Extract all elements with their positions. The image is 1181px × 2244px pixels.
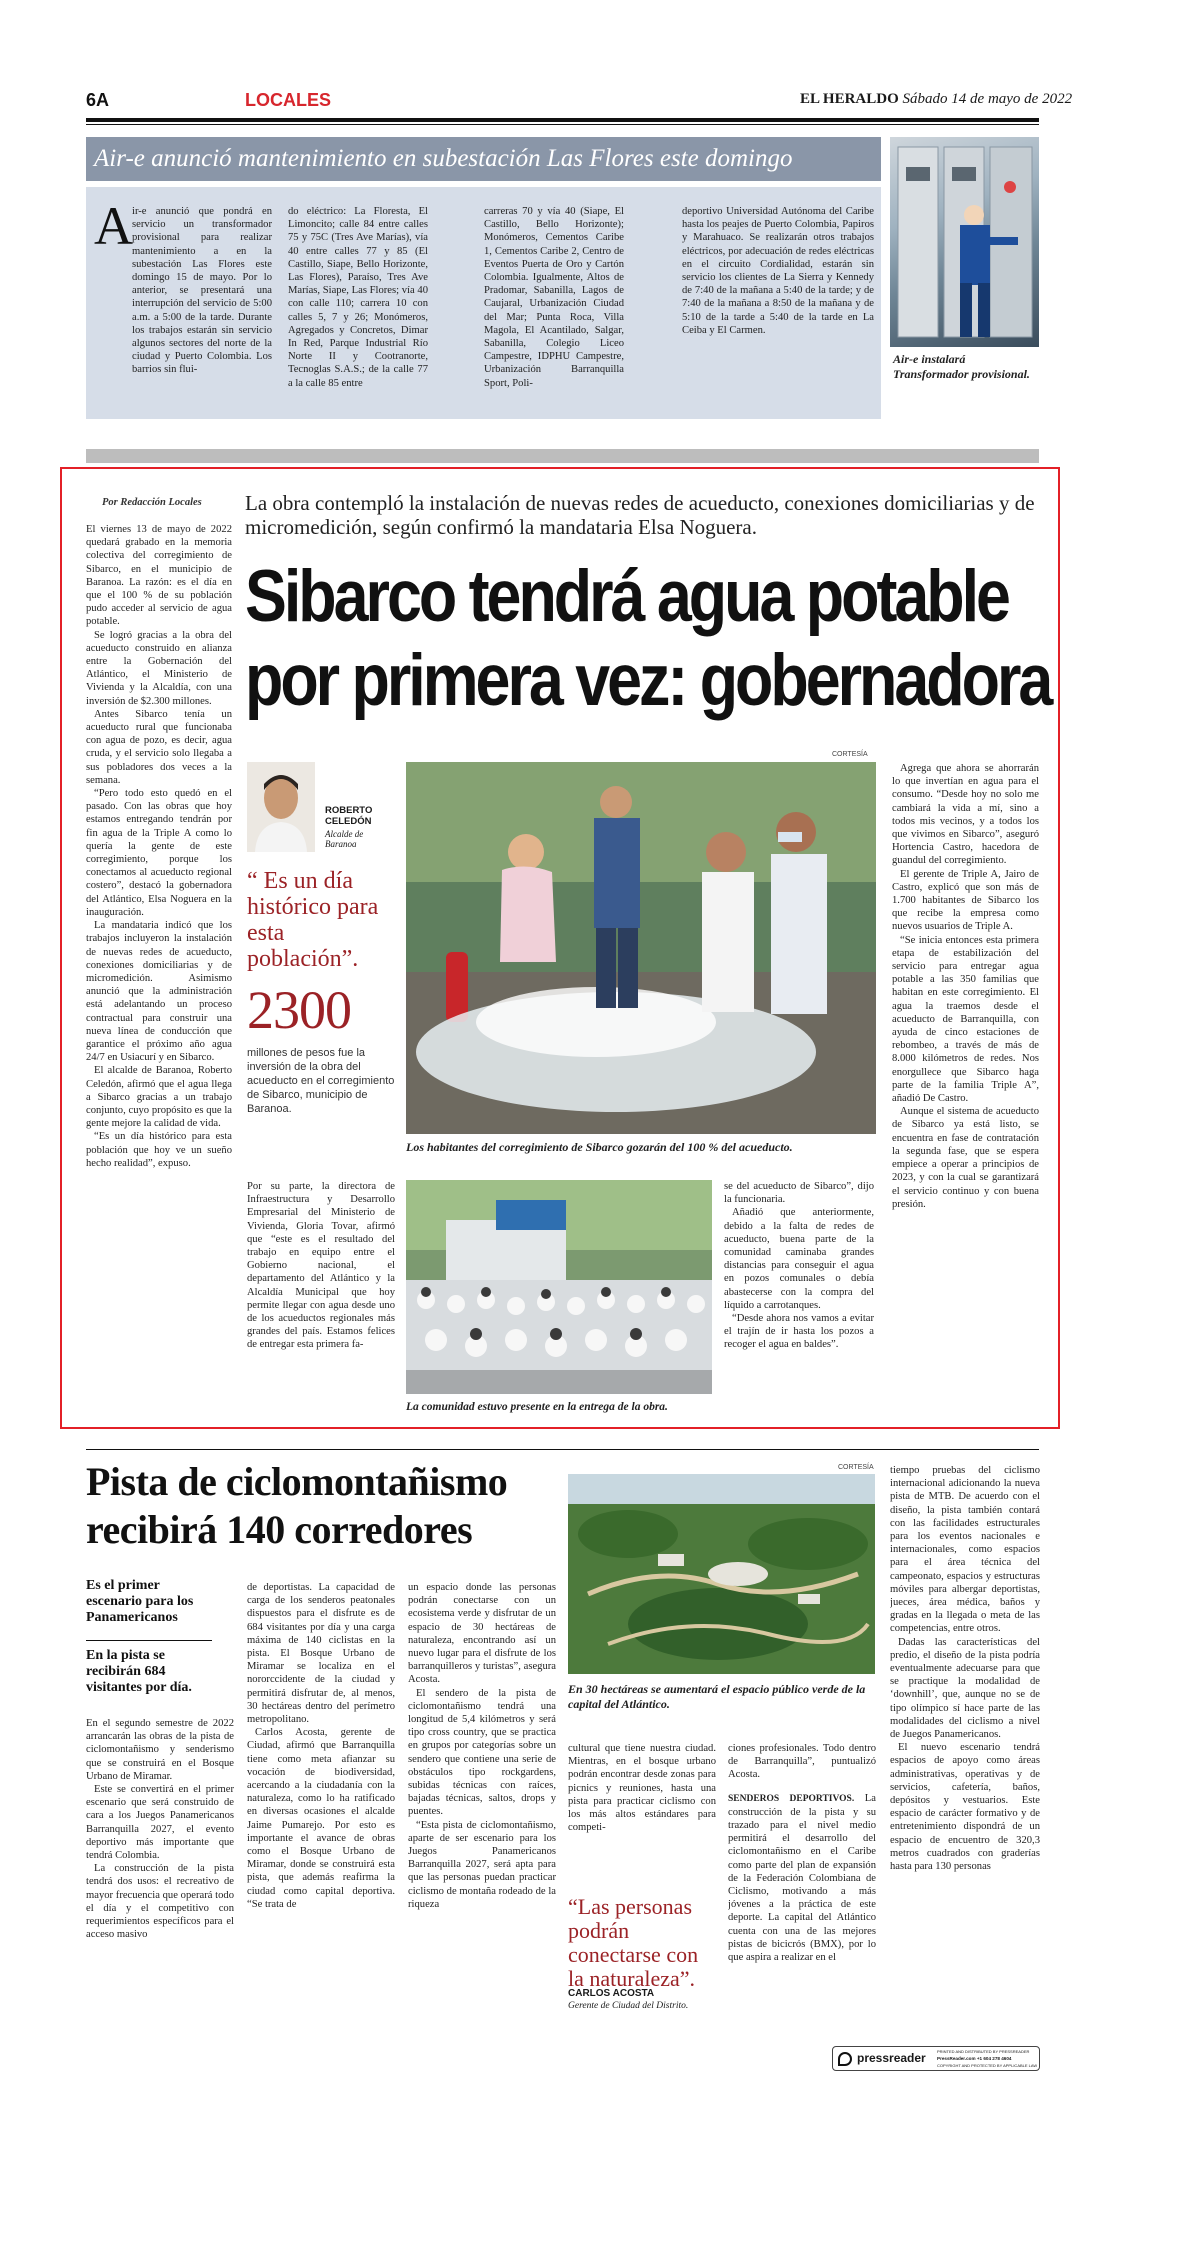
bottom-col-1 [86,1717,234,2017]
paragraph: ciones profesionales. Todo dentro de Barranquilla”, puntualizó Acosta. [728,1743,876,1781]
photo-credit: CORTESÍA [832,751,868,758]
paragraph: El viernes 13 de mayo de 2022 quedará grabado en la memoria colectiva del corregimiento de Sibarco, en el municipio de Baranoa. La razón: es el día en que el 100 % de su población pudo acceder al servicio de agua potable. [86,524,232,628]
drop-cap: A [94,196,133,256]
fine-print-2: PressReader.com +1 604 278 4604 [937,2056,1012,2061]
paragraph: “Se inicia entonces esta primera etapa de estabilización del servicio para entregar agua potable a las 350 familias que habitan en este corregimiento. El agua la traemos desde el acueducto de Barranquilla, con ayuda de cinco estaciones de rebombeo, a través de más de 8.000 kilómetros de redes. Nos enorgullece que Sibarco haga parte de la familia Triple A”, añadió De Castro. [892,934,1039,1105]
paragraph: Agrega que ahora se ahorrarán lo que invertían en agua para el consumo. “Desde hoy no solo me cambiará la vida a mí, sino a todos mis vecinos, y a todos los que vivimos en Sibarco”, aseguró Hortencia Castro, hacedora de guandul del corregimiento. [892,763,1039,867]
byline: Por Redacción Locales [102,497,202,508]
main-right-column [892,762,1039,1422]
subhead-senderos: SENDEROS DEPORTIVOS. [728,1793,855,1804]
bottom-col-3 [408,1581,556,2017]
story-deck: La obra contempló la instalación de nuevas redes de acueducto, conexiones domiciliarias y de micromedición, según confirmó la mandataria Elsa Noguera. [245,491,1035,539]
aerial-caption: En 30 hectáreas se aumentará el espacio público verde de la capital del Atlántico. [568,1682,866,1711]
main-col-after-crowd [724,1180,874,1418]
crowd-caption: La comunidad estuvo presente en la entrega de la obra. [406,1401,668,1413]
paragraph: En el segundo semestre de 2022 arrancarán las obras de la pista de ciclomontañismo y senderismo que se construirá en el Bosque Urbano de Miramar. [86,1718,234,1782]
big-number: 2300 [247,980,351,1040]
paragraph [728,1792,876,1965]
main-left-column [86,523,232,1421]
sidehead-2: En la pista se recibirán 684 visitantes por día. [86,1648,192,1695]
page-number: 6A [86,90,110,110]
paragraph: Se logró gracias a la obra del acueducto construido en alianza entre la Gobernación del Atlántico, el Ministerio de Vivienda y la Alcaldía, con una inversión de $2.300 millones. [86,629,232,707]
quote-role: Gerente de Ciudad del Distrito. [568,2001,689,2011]
paragraph: Carlos Acosta, gerente de Ciudad, afirmó que Barranquilla tiene como meta afianzar su vocación de biodiversidad, acercando a la ciudadanía con la naturaleza, como lo ha ratificado en diversas ocasiones el alcalde Jaime Pumarejo. Por esto es importante el avance de obras como el Bosque Urbano de Miramar, donde se construirá esta pista, que además reafirma la ciudad como capital deportiva. “Se trata de [247,1727,395,1910]
paragraph-text: La construcción de la pista y su trazado para el nivel medio permitirá el desarrollo del ciclomontañismo en el Caribe como parte del plan de expansión de la Federación Colombiana de Ciclismo, motivando a más jóvenes a la práctica de este deporte. La capital del Atlántico cuenta con una de las mejores pistas de bicicrós (BMX), por lo que aspira a realizar en el [728,1792,876,1964]
bottom-headline-line-1: Pista de ciclomontañismo [86,1459,508,1504]
paragraph: tiempo pruebas del ciclismo internacional adicionando la nueva pista de MTB. De acuerdo con el diseño, la pista también contará con las facilidades estructurales para los eventos nacionales e internacionales, como espacios para el área técnica del campeonato, espacios y estructuras móviles para albergar deportistas, jueces, área médica, baños y gradas en la llegada o meta de las competencias, entre otros. [890,1465,1040,1635]
section-rule [86,1449,1039,1450]
headline-line-1: Sibarco tendrá agua potable [245,556,1008,637]
top-story-box [86,187,881,419]
top-story-col-2: do eléctrico: La Floresta, El Limoncito; calle 84 entre calles 75 y 75C (Tres Ave Marías), vía 40 entre calles 77 y 85 (El Castillo, Siape, Bello Horizonte, Las Flores), Paraíso, Tres Ave Marías, Siape, Las Flores; vía 40 con calle 110; carrera 10 con calles 5, 7 y 26; Monómeros, Agregados y Concretos, Dimar In Red, Parque Industrial Río Norte II y Cootranorte, Tecnoglas S.A.S.; de la calle 77 a la calle 85 entre [288,206,428,389]
celedon-portrait [247,762,315,852]
headline-line-2: por primera vez: gobernadora [245,640,1051,721]
pressreader-logo: pressreader [857,2051,926,2065]
bottom-col-4: cultural que tiene nuestra ciudad. Mientras, en el bosque urbano podrán encontrar desde zonas para picnics y reuniones, hasta una pista para practicar ciclismo con los más altos estándares para competi- [568,1743,716,1834]
portrait-name: ROBERTO CELEDÓN [325,805,373,827]
paragraph: “Pero todo esto quedó en el pasado. Con las obras que hoy estamos entregando tendrán por fin agua de la Triple A como lo quería la gente de este corregimiento, porque los conectamos al acueducto regional costero”, destacó la gobernadora del Atlántico, Elsa Noguera en la inauguración. [86,788,232,918]
paragraph: Antes Sibarco tenía un acueducto rural que funcionaba con agua de pozo, es decir, agua cruda, y el servicio solo llegaba a sus pobladores dos veces a la semana. [86,708,232,786]
header-rule [86,118,1039,122]
separator-bar [86,449,1039,463]
issue-date: Sábado 14 de mayo de 2022 [902,91,1073,107]
aerial-render-photo [568,1474,875,1674]
paragraph: Dadas las características del predio, el diseño de la pista podría eventualmente adecuarse para que se practique la modalidad de ‘downhill’, que, aunque no se de tipo olímpico sí hace parte de las modalidades del ciclismo a nivel de Juegos Panamericanos. [890,1636,1040,1741]
header-rule-thin [86,124,1039,125]
paragraph: Añadió que anteriormente, debido a la falta de redes de acueducto, buena parte de la comunidad caminaba grandes distancias para conseguir el agua en pozos comunales o debía abastecerse con la compra del líquido a carrotanques. [724,1207,874,1311]
paragraph: Aunque el sistema de acueducto de Sibarco ya está listo, se encuentra en fase de contratación la segunda fase, que se espera empiece a operar a principios de 2023, y con la cual se garantizará el servicio continuo y con buena presión. [892,1106,1039,1210]
paragraph: La mandataria indicó que los trabajos incluyeron la instalación de nuevas redes de acueducto, conexiones domiciliarias y de micromedición. Asimismo anunció que la administración está adelantando un proceso contractual para construir una nueva línea de conducción que garantice el próximo año agua 24/7 en Usiacurí y en Sibarco. [86,920,232,1064]
substation-photo [890,137,1039,347]
substation-caption: Air-e instalará Transformador provisional. [893,352,1030,381]
pull-quote: “ Es un día histórico para esta población”. [247,868,379,972]
paragraph: El gerente de Triple A, Jairo de Castro, explicó que son más de 1.700 habitantes de Sibarco los que recibe la empresa como nuevos usuarios de Triple A. [892,868,1039,933]
big-number-description: millones de pesos fue la inversión de la obra del acueducto en el corregimiento de Sibarco, municipio de Baranoa. [247,1047,395,1115]
paragraph: La construcción de la pista tendrá dos usos: el recreativo de mayor frecuencia que operará todo el día y el competitivo con requerimientos específicos para el acceso masivo [86,1863,234,1941]
bottom-col-5 [728,1742,876,2018]
main-mid-column: Por su parte, la directora de Infraestructura y Desarrollo Empresarial del Ministerio de Vivienda, Gloria Tovar, afirmó que “este es el resultado del trabajo en equipo entre el Gobierno nacional, el departamento del Atlántico y la Alcaldía Municipal que hoy permite llegar con agua desde uno de los acueductos regionales más grandes del país. Estamos felices de entregar esta primera fa- [247,1181,395,1351]
paragraph: “Esta pista de ciclomontañismo, aparte de ser escenario para los Juegos Panamericanos Barranquilla 2027, será apta para que las personas puedan practicar ciclismo de montaña rodeado de la riqueza [408,1819,556,1910]
pressreader-badge[interactable] [832,2046,1040,2071]
bottom-pull-quote: “Las personas podrán conectarse con la naturaleza”. [568,1894,699,1991]
paragraph: Este se convertirá en el primer escenario que será construido de cara a los Juegos Panamericanos Barranquilla 2027, el evento deportivo más importante que tendrá Colombia. [86,1784,234,1862]
bottom-col-2 [247,1581,395,2017]
paragraph: “Es un día histórico para esta población que hoy ve un sueño hecho realidad”, expuso. [86,1131,232,1169]
children-water-photo [406,762,876,1134]
sidehead-1: Es el primer escenario para los Panamericanos [86,1578,194,1625]
paper-name: EL HERALDO [800,91,899,107]
pressreader-icon [838,2052,852,2066]
paragraph: “Desde ahora nos vamos a evitar el trajín de ir hasta los pozos a recoger el agua en baldes”. [724,1313,874,1351]
story-headline [245,555,1051,723]
fine-print-1: PRINTED AND DISTRIBUTED BY PRESSREADER [937,2049,1030,2054]
sidehead-rule [86,1640,212,1641]
paragraph: El sendero de la pista de ciclomontañismo tendrá una longitud de 5,4 kilómetros y será tipo cross country, que se practica en grupos por categorías sobre un sendero que contiene una serie de obstáculos tipo rockgardens, subidas técnicas con raíces, bajadas técnicas, saltos, drops y puentes. [408,1687,556,1818]
masthead [800,91,1073,108]
paragraph: de deportistas. La capacidad de carga de los senderos peatonales dispuestos para el disfrute es de 684 visitantes por día y una carga máxima de 140 ciclistas en la pista. El Bosque Urbano de Miramar se localiza en el nororccidente de la ciudad y permitirá disfrutar de, al menos, 30 hectáreas dentro del perímetro metropolitano. [247,1582,395,1726]
bottom-headline [86,1458,556,1554]
bottom-headline-line-2: recibirá 140 corredores [86,1507,473,1552]
bottom-col-6 [890,1464,1040,2018]
top-story-col-3: carreras 70 y vía 40 (Siape, El Castillo, Bello Horizonte); Monómeros, Cementos Caribe 1, Cementos Caribe 2, Centro de Eventos Puerta de Oro y Cartón Colombia. Igualmente, Altos de Pradomar, Sabanilla, Lagos de Caujaral, Urbanización Ciudad del Mar; Punta Roca, Villa Magola, El Acantilado, Salgar, Sabanilla, Colegio Liceo Campestre, IDPHU Campestre, Urbanización Barranquilla Sport, Poli- [484,206,624,389]
crowd-photo [406,1180,712,1394]
paragraph: un espacio donde las personas podrán conectarse con un ecosistema verde y disfrutar de un espacio de 30 hectáreas de naturaleza, encontrando así un nuevo lugar para el disfrute de los barranquilleros y turistas”, asegura Acosta. [408,1582,556,1686]
top-story-col-4: deportivo Universidad Autónoma del Caribe hasta los peajes de Puerto Colombia, Papiros y Marahuaco. Se realizarán otros trabajos eléctricos, por adecuación de redes eléctricas en el circuito Cordialidad, estarán sin servicio los clientes de La Sierra y Kennedy de 7:40 de la mañana a 5:40 de la tarde; y de 7:40 de la mañana a 8:50 de la mañana y de 5:10 de la tarde a 5:40 de la tarde en La Ceiba y El Carmen. [682,206,874,336]
paragraph: El nuevo escenario tendrá espacios de apoyo como áreas administrativas, operativas y de servicios, cafetería, baños, depósitos y vestuarios. Este espacio de carácter formativo y de entretenimiento dispondrá de un espacio de encuentro de 320,3 metros cuadrados con graderías hasta para 130 personas [890,1742,1040,1873]
portrait-role: Alcalde de Baranoa [325,829,364,849]
paragraph: El alcalde de Baranoa, Roberto Celedón, afirmó que el agua llega a Sibarco gracias a un trabajo conjunto, cuyo propósito es que la gente mejore la calidad de vida. [86,1065,232,1130]
top-story-col-1: ir-e anunció que pondrá en servicio un transformador provisional para realizar mantenimiento a en la subestación Las Flores este domingo 15 de mayo. Por lo anterior, se presentará una interrupción del servicio de 5:00 a.m. a 5:00 de la tarde. Durante los trabajos estarán sin servicio algunos sectores del norte de la ciudad y Puerto Colombia. Los barrios sin flui- [132,206,272,376]
main-photo-caption: Los habitantes del corregimiento de Sibarco gozarán del 100 % del acueducto. [406,1140,793,1154]
section-label: LOCALES [245,90,332,110]
aerial-credit: CORTESÍA [838,1464,874,1471]
quote-name: CARLOS ACOSTA [568,1988,655,1999]
top-story-title: Air-e anunció mantenimiento en subestación Las Flores este domingo [86,137,881,181]
fine-print-3: COPYRIGHT AND PROTECTED BY APPLICABLE LAW [937,2063,1037,2068]
paragraph: se del acueducto de Sibarco”, dijo la funcionaria. [724,1181,874,1206]
